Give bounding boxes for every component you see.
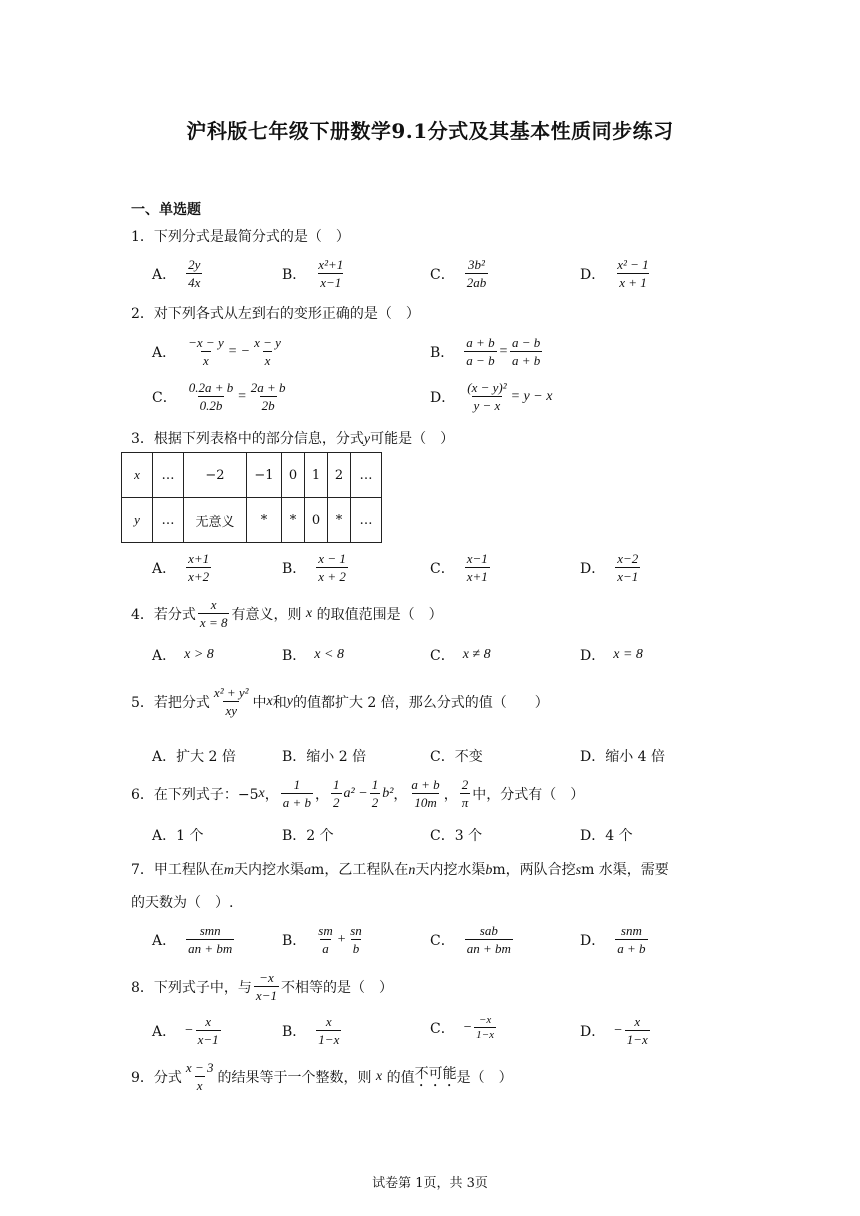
- question-8-stem: 8．下列式子中，与 $\frac{-x}{x-1}$ 不相等的是（ ）: [131, 970, 393, 1003]
- page-footer: 试卷第 1页，共 3页: [372, 1176, 488, 1191]
- table-row: x … −2 −1 0 1 2 …: [122, 453, 382, 498]
- value-table: [121, 452, 382, 543]
- page-title: 沪科版七年级下册数学9.1分式及其基本性质同步练习: [186, 119, 674, 143]
- question-9-stem: 9．分式 $\frac{x - 3}{x}$ 的结果等于一个整数，则 x 的值 不可能 是（ ）: [131, 1060, 513, 1093]
- q5-option-a[interactable]: A．扩大 2 倍: [152, 749, 236, 765]
- q2-option-c[interactable]: C． $\frac{0.2a + b}{0.2b}$ = $\frac{2a + b}{2b}$: [152, 380, 286, 413]
- q8-option-c[interactable]: C． − $\frac{-x}{1-x}$: [430, 1014, 494, 1041]
- q8-option-d[interactable]: D． − $\frac{x}{1-x}$: [580, 1014, 648, 1047]
- q7-option-c[interactable]: C． $\frac{\text{sab}}{an + bm}$: [430, 923, 511, 956]
- question-5-stem: 5．若把分式 $\frac{\text{x² + y²}}{xy}$ 中 x 和 y 的值都扩大 2 倍，那么分式的值（ ）: [131, 685, 549, 718]
- q6-option-c[interactable]: C．3 个: [430, 828, 483, 844]
- q7-option-b[interactable]: B． $\frac{sm}{a}$ + $\frac{sn}{b}$: [282, 923, 362, 956]
- question-2-stem: 2．对下列各式从左到右的变形正确的是（ ）: [131, 306, 420, 322]
- fraction: $\frac{\text{3b²}}{2ab}$: [466, 257, 487, 290]
- q8-option-b[interactable]: B． $\frac{x}{1-x}$: [282, 1014, 340, 1047]
- q6-option-b[interactable]: B．2 个: [282, 828, 334, 844]
- q2-option-b[interactable]: B． $\frac{a + b}{a - b}$ = $\frac{a - b}{a + b}$: [430, 335, 541, 368]
- q2-option-d[interactable]: D． $\frac{\text{(x − y)²}}{y - x}$ = y − x: [430, 380, 553, 413]
- question-4-stem: 4．若分式 $\frac{x}{x = 8}$ 有意义，则 x 的取值范围是（ ）: [131, 597, 443, 630]
- q1-option-b[interactable]: B． $\frac{\text{x²+1}}{x-1}$: [282, 257, 344, 290]
- q5-option-b[interactable]: B．缩小 2 倍: [282, 749, 367, 765]
- q4-option-d[interactable]: D． x = 8: [580, 647, 643, 664]
- q1-option-a[interactable]: A． $\frac{2y}{4x}$: [152, 257, 201, 290]
- fraction: $\frac{2y}{4x}$: [188, 257, 201, 290]
- q1-option-d[interactable]: D． $\frac{\text{x² − 1}}{x + 1}$: [580, 257, 649, 290]
- q5-option-d[interactable]: D．缩小 4 倍: [580, 749, 666, 765]
- fraction: $\frac{\text{x² − 1}}{x + 1}$: [617, 257, 649, 290]
- q4-option-a[interactable]: A． x > 8: [152, 647, 214, 664]
- q3-option-a[interactable]: A． $\frac{x+1}{x+2}$: [152, 551, 210, 584]
- question-7-stem-line1: 7．甲工程队在m天内挖水渠am，乙工程队在n天内挖水渠bm，两队合挖sm 水渠，需要: [131, 862, 669, 878]
- fraction: $\frac{\text{x²+1}}{x-1}$: [318, 257, 344, 290]
- table-row: y … 无意义 * * 0 * …: [122, 498, 382, 543]
- section-heading: 一、单选题: [131, 202, 201, 218]
- q2-option-a[interactable]: A． $\frac{-x - y}{x}$ = − $\frac{x - y}{x}$: [152, 335, 281, 368]
- q8-option-a[interactable]: A． − $\frac{x}{x-1}$: [152, 1014, 219, 1047]
- q3-option-d[interactable]: D． $\frac{x-2}{x-1}$: [580, 551, 639, 584]
- q4-option-c[interactable]: C． x ≠ 8: [430, 647, 491, 664]
- question-3-stem: 3．根据下列表格中的部分信息，分式y可能是（ ）: [131, 431, 455, 447]
- q7-option-d[interactable]: D． $\frac{\text{snm}}{a + b}$: [580, 923, 646, 956]
- q3-option-b[interactable]: B． $\frac{x - 1}{x + 2}$: [282, 551, 346, 584]
- q1-option-c[interactable]: C． $\frac{\text{3b²}}{2ab}$: [430, 257, 487, 290]
- question-1-stem: 1．下列分式是最简分式的是（ ）: [131, 229, 350, 245]
- q3-option-c[interactable]: C． $\frac{x-1}{x+1}$: [430, 551, 488, 584]
- q4-option-b[interactable]: B． x < 8: [282, 647, 344, 664]
- q5-option-c[interactable]: C．不变: [430, 749, 483, 765]
- question-7-stem-line2: 的天数为（ ）.: [131, 895, 234, 911]
- question-6-stem: 6．在下列式子：−5 x ， $\frac{1}{a + b}$ ， $\frac{1}{2}$ a² − $\frac{1}{2}$ b² ， $\frac{a + b}{10m}$ ， $\frac{2}{\pi}$ 中，分式有（ ）: [131, 777, 585, 810]
- q7-option-a[interactable]: A． $\frac{\text{smn}}{an + bm}$: [152, 923, 233, 956]
- q6-option-a[interactable]: A．1 个: [152, 828, 204, 844]
- q6-option-d[interactable]: D．4 个: [580, 828, 633, 844]
